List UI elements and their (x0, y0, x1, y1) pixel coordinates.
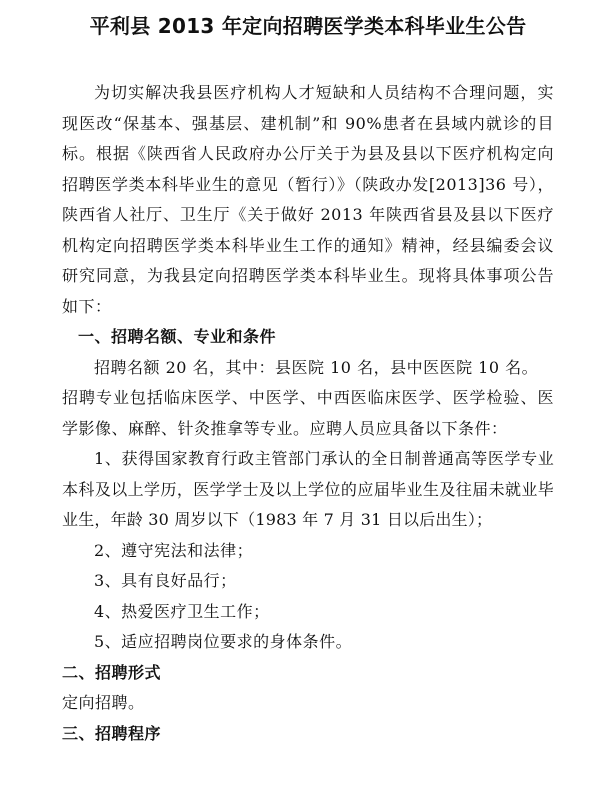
page-title: 平利县 2013 年定向招聘医学类本科毕业生公告 (89, 14, 527, 38)
quota-paragraph: 招聘名额 20 名，其中：县医院 10 名，县中医医院 10 名。 (94, 357, 539, 377)
condition-item-1: 1、获得国家教育行政主管部门承认的全日制普通高等医学专业本科及以上学历，医学学士及以上学位的应届毕业生及往届未就业毕业生，年龄 30 周岁以下（1983 年 7 月 31 日以后出生）； (62, 449, 554, 529)
form-paragraph: 定向招聘。 (62, 693, 145, 712)
condition-item-5: 5、适应招聘岗位要求的身体条件。 (94, 632, 353, 651)
intro-paragraph: 为切实解决我县医疗机构人才短缺和人员结构不合理问题，实现医改“保基本、强基层、建机制”和 90%患者在县域内就诊的目标。根据《陕西省人民政府办公厅关于为县及县以下医疗机构定向招聘医学类本科毕业生的意见（暂行）》（陕政办发[2013]36 号），陕西省人社厅、卫生厅《关于做好 2013 年陕西省县及县以下医疗机构定向招聘医学类本科毕业生工作的通知》精神，经县编委会议研究同意，为我县定向招聘医学类本科毕业生。现将具体事项公告如下： (62, 83, 554, 316)
condition-item-3: 3、具有良好品行； (94, 571, 237, 590)
majors-paragraph: 招聘专业包括临床医学、中医学、中西医临床医学、医学检验、医学影像、麻醉、针灸推拿等专业。应聘人员应具备以下条件： (62, 388, 554, 438)
section-heading-quota: 一、招聘名额、专业和条件 (78, 327, 277, 346)
section-heading-procedure: 三、招聘程序 (62, 723, 162, 743)
section-heading-form: 二、招聘形式 (62, 662, 162, 682)
condition-item-4: 4、热爱医疗卫生工作； (94, 601, 270, 621)
condition-item-2: 2、遵守宪法和法律； (94, 540, 254, 560)
